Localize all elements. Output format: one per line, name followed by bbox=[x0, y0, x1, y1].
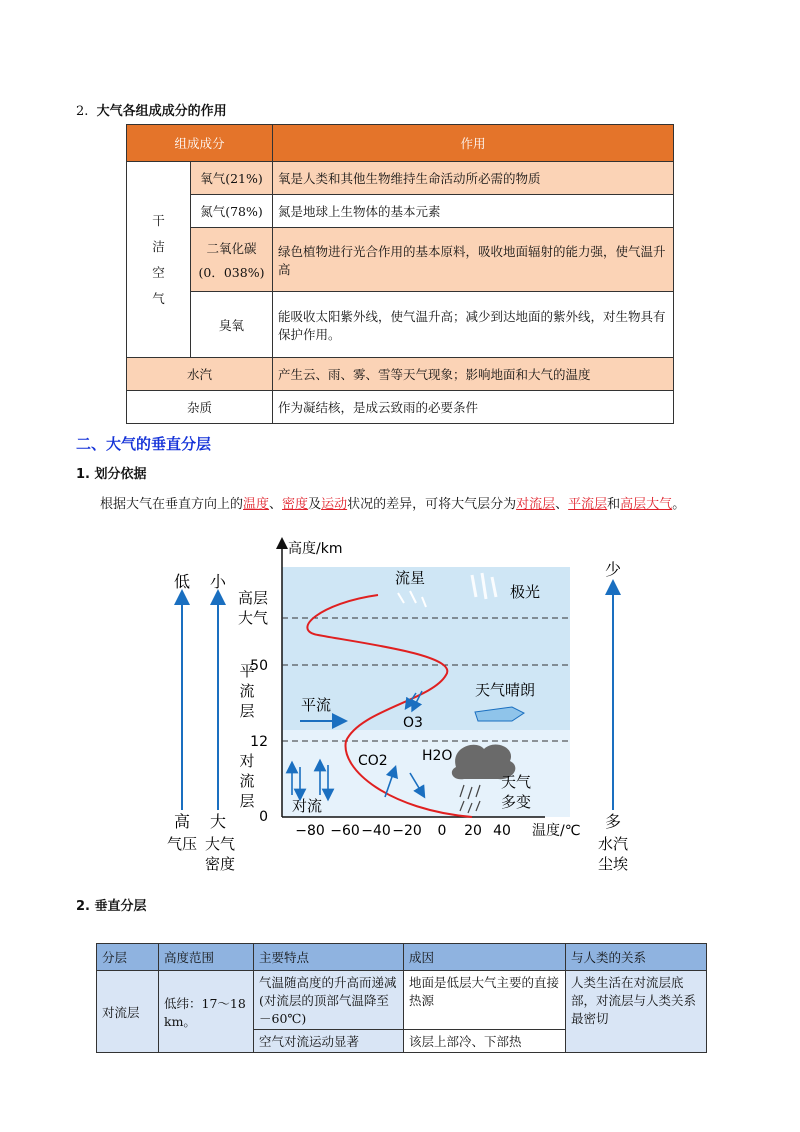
density-top-label: 小 bbox=[209, 572, 227, 591]
keyword-density: 密度 bbox=[282, 497, 309, 512]
moisture-top-label: 少 bbox=[604, 560, 622, 579]
section-heading bbox=[76, 100, 227, 119]
header-feature: 主要特点 bbox=[254, 944, 404, 971]
dry-air-label: 干 洁 空 气 bbox=[127, 162, 191, 358]
aurora-label: 极光 bbox=[510, 583, 541, 601]
convection-label: 对流 bbox=[292, 797, 323, 815]
feature-troposphere-2: 空气对流运动显著 bbox=[254, 1030, 404, 1053]
header-relation: 与人类的关系 bbox=[566, 944, 707, 971]
nitrogen-role: 氮是地球上生物体的基本元素 bbox=[273, 195, 674, 228]
y-tick-50: 50 bbox=[250, 658, 268, 674]
pressure-top-label: 低 bbox=[173, 572, 191, 591]
range-troposphere: 低纬：17～18 km。 bbox=[159, 971, 254, 1053]
y-axis-label: 高度/km bbox=[288, 541, 343, 557]
impurity-role: 作为凝结核，是成云致雨的必要条件 bbox=[273, 391, 674, 424]
oxygen-role: 氧是人类和其他生物维持生命活动所必需的物质 bbox=[273, 162, 674, 195]
tropo-label2: 流 bbox=[239, 772, 255, 790]
keyword-temperature: 温度 bbox=[243, 497, 270, 512]
moisture-caption1: 水汽 bbox=[597, 835, 629, 853]
ozone-cell: 臭氧 bbox=[191, 292, 273, 358]
sunny-label: 天气晴朗 bbox=[475, 681, 536, 699]
ozone-role: 能吸收太阳紫外线，使气温升高；减少到达地面的紫外线，对生物具有保护作用。 bbox=[273, 292, 674, 358]
x-axis-label: 温度/℃ bbox=[532, 823, 581, 839]
atmosphere-diagram bbox=[160, 535, 650, 880]
horizontal-flow-label: 平流 bbox=[301, 696, 332, 714]
keyword-motion: 运动 bbox=[321, 497, 348, 512]
water-role: 产生云、雨、雾、雪等天气现象；影响地面和大气的温度 bbox=[273, 358, 674, 391]
strato-label1: 平 bbox=[239, 662, 255, 680]
x-tick-0: 0 bbox=[437, 823, 447, 839]
co2-label: CO2 bbox=[358, 753, 388, 769]
keyword-stratosphere: 平流层 bbox=[568, 497, 608, 512]
heading-vertical-layers: 二、大气的垂直分层 bbox=[76, 435, 212, 453]
co2-role: 绿色植物进行光合作用的基本原料，吸收地面辐射的能力强，使气温升高 bbox=[273, 228, 674, 292]
header-layer: 分层 bbox=[97, 944, 159, 971]
cause-troposphere-2: 该层上部冷、下部热 bbox=[404, 1030, 566, 1053]
impurity-cell: 杂质 bbox=[127, 391, 273, 424]
pressure-bottom-label: 高 bbox=[173, 812, 191, 831]
subheading-layers: 2. 垂直分层 bbox=[76, 899, 147, 914]
density-bottom-label: 大 bbox=[209, 812, 227, 831]
feature-troposphere-1: 气温随高度的升高而递减(对流层的顶部气温降至－60℃) bbox=[254, 971, 404, 1030]
x-tick-minus20: −20 bbox=[392, 823, 422, 839]
tropo-label3: 层 bbox=[239, 792, 255, 810]
relation-troposphere: 人类生活在对流层底部，对流层与人类关系最密切 bbox=[566, 971, 707, 1053]
layers-table bbox=[96, 943, 707, 1053]
h2o-label: H2O bbox=[422, 748, 453, 764]
cause-troposphere-1: 地面是低层大气主要的直接热源 bbox=[404, 971, 566, 1030]
density-caption2: 密度 bbox=[204, 855, 236, 873]
density-caption1: 大气 bbox=[204, 835, 236, 853]
strato-label3: 层 bbox=[239, 702, 255, 720]
header-component: 组成成分 bbox=[127, 125, 273, 162]
header-range: 高度范围 bbox=[159, 944, 254, 971]
x-tick-minus40: −40 bbox=[361, 823, 391, 839]
moisture-bottom-label: 多 bbox=[604, 812, 622, 831]
upper-layer-label1: 高层 bbox=[237, 589, 269, 607]
header-cause: 成因 bbox=[404, 944, 566, 971]
section-number: 2. bbox=[76, 104, 89, 119]
y-tick-12: 12 bbox=[250, 734, 268, 750]
pressure-caption: 气压 bbox=[166, 835, 198, 853]
weather-change-label2: 多变 bbox=[501, 793, 532, 811]
composition-table bbox=[126, 124, 674, 424]
x-tick-minus80: −80 bbox=[295, 823, 325, 839]
layer-troposphere: 对流层 bbox=[97, 971, 159, 1053]
water-cell: 水汽 bbox=[127, 358, 273, 391]
y-tick-0: 0 bbox=[259, 809, 268, 825]
x-tick-20: 20 bbox=[464, 823, 482, 839]
moisture-caption2: 尘埃 bbox=[597, 855, 629, 873]
strato-label2: 流 bbox=[239, 682, 255, 700]
upper-layer-label2: 大气 bbox=[237, 609, 269, 627]
basis-paragraph: 根据大气在垂直方向上的温度、密度及运动状况的差异，可将大气层分为对流层、平流层和高层大气。 bbox=[100, 497, 686, 512]
ozone-label: O3 bbox=[403, 715, 423, 731]
meteor-label: 流星 bbox=[395, 569, 426, 587]
oxygen-cell: 氧气(21%) bbox=[191, 162, 273, 195]
weather-change-label1: 天气 bbox=[501, 773, 532, 791]
co2-cell: 二氧化碳 (0．038%) bbox=[191, 228, 273, 292]
keyword-troposphere: 对流层 bbox=[516, 497, 556, 512]
tropo-label1: 对 bbox=[239, 752, 255, 770]
keyword-upper-atmosphere: 高层大气 bbox=[620, 497, 673, 512]
subheading-basis: 1. 划分依据 bbox=[76, 467, 147, 482]
nitrogen-cell: 氮气(78%) bbox=[191, 195, 273, 228]
header-role: 作用 bbox=[273, 125, 674, 162]
section-title: 大气各组成成分的作用 bbox=[96, 104, 227, 119]
x-tick-40: 40 bbox=[493, 823, 511, 839]
x-tick-minus60: −60 bbox=[330, 823, 360, 839]
